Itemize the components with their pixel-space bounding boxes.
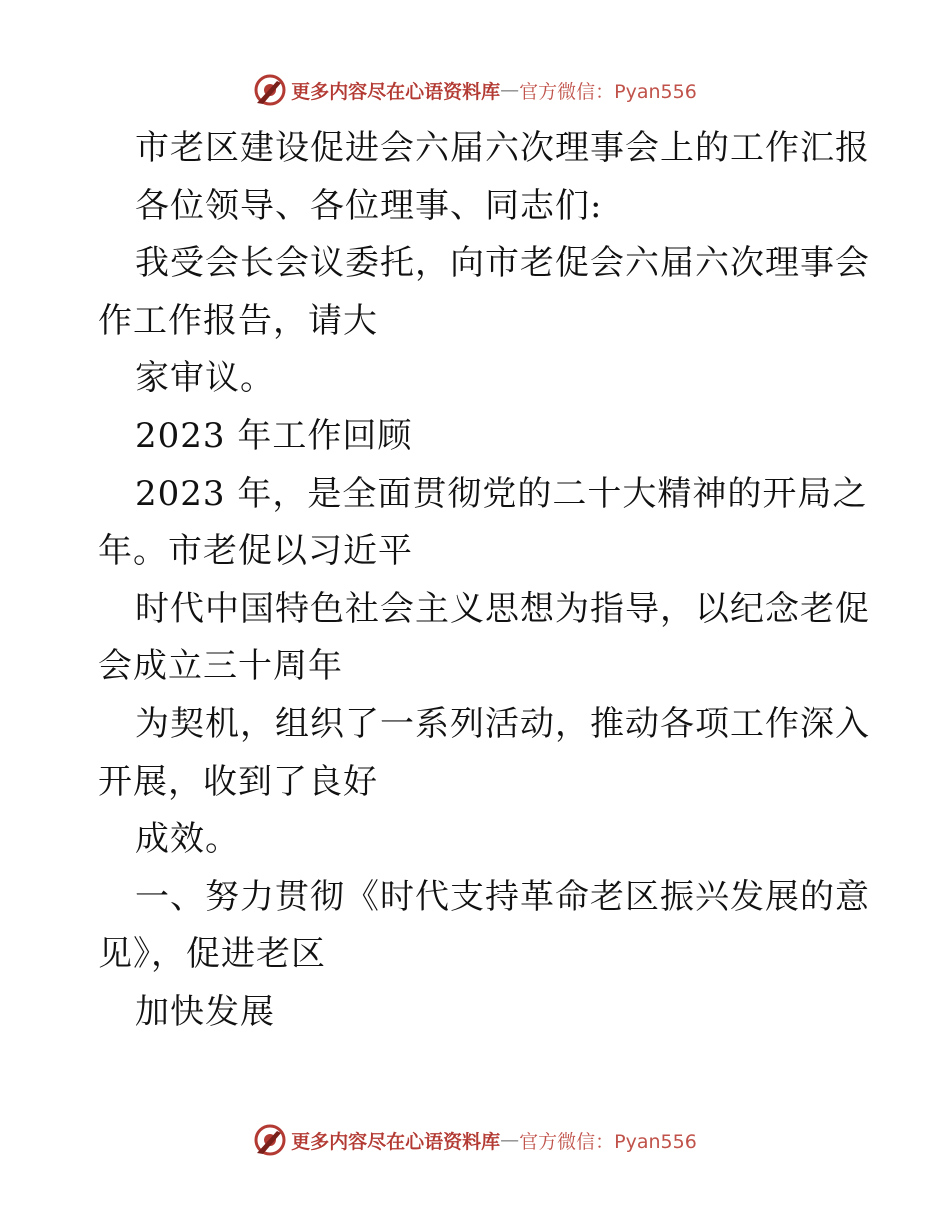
document-line: 开展，收到了良好	[98, 761, 378, 802]
document-line: 家审议。	[135, 358, 275, 399]
document-body	[98, 120, 868, 1042]
document-line: 各位领导、各位理事、同志们:	[135, 185, 603, 226]
document-line: 市老区建设促进会六届六次理事会上的工作汇报	[135, 128, 870, 168]
document-line: 成效。	[135, 819, 240, 860]
document-line: 我受会长会议委托，向市老促会六届六次理事会	[135, 243, 870, 284]
document-line: 会成立三十周年	[98, 646, 343, 687]
banner-separator: —	[500, 1129, 520, 1151]
document-line: 为契机，组织了一系列活动，推动各项工作深入	[135, 703, 870, 744]
header-watermark-banner	[0, 70, 950, 110]
quill-seal-icon	[253, 1123, 287, 1157]
brand-text: 更多内容尽在心语资料库	[291, 1130, 501, 1153]
document-line: 时代中国特色社会主义思想为指导，以纪念老促	[135, 588, 870, 629]
document-line: 2023 年，是全面贯彻党的二十大精神的开局之	[135, 473, 868, 514]
document-line: 一、努力贯彻《时代支持革命老区振兴发展的意	[135, 876, 870, 917]
wechat-text: 官方微信：Pyan556	[519, 80, 697, 103]
document-line: 见》，促进老区	[98, 934, 326, 975]
brand-text: 更多内容尽在心语资料库	[291, 80, 501, 103]
wechat-text: 官方微信：Pyan556	[519, 1130, 697, 1153]
quill-seal-icon	[253, 73, 287, 107]
footer-watermark-banner	[0, 1120, 950, 1160]
document-line: 2023 年工作回顾	[135, 415, 413, 456]
document-line: 年。市老促以习近平	[98, 531, 413, 572]
document-line: 作工作报告，请大	[98, 300, 378, 341]
document-line: 加快发展	[135, 991, 275, 1032]
banner-separator: —	[500, 79, 520, 101]
